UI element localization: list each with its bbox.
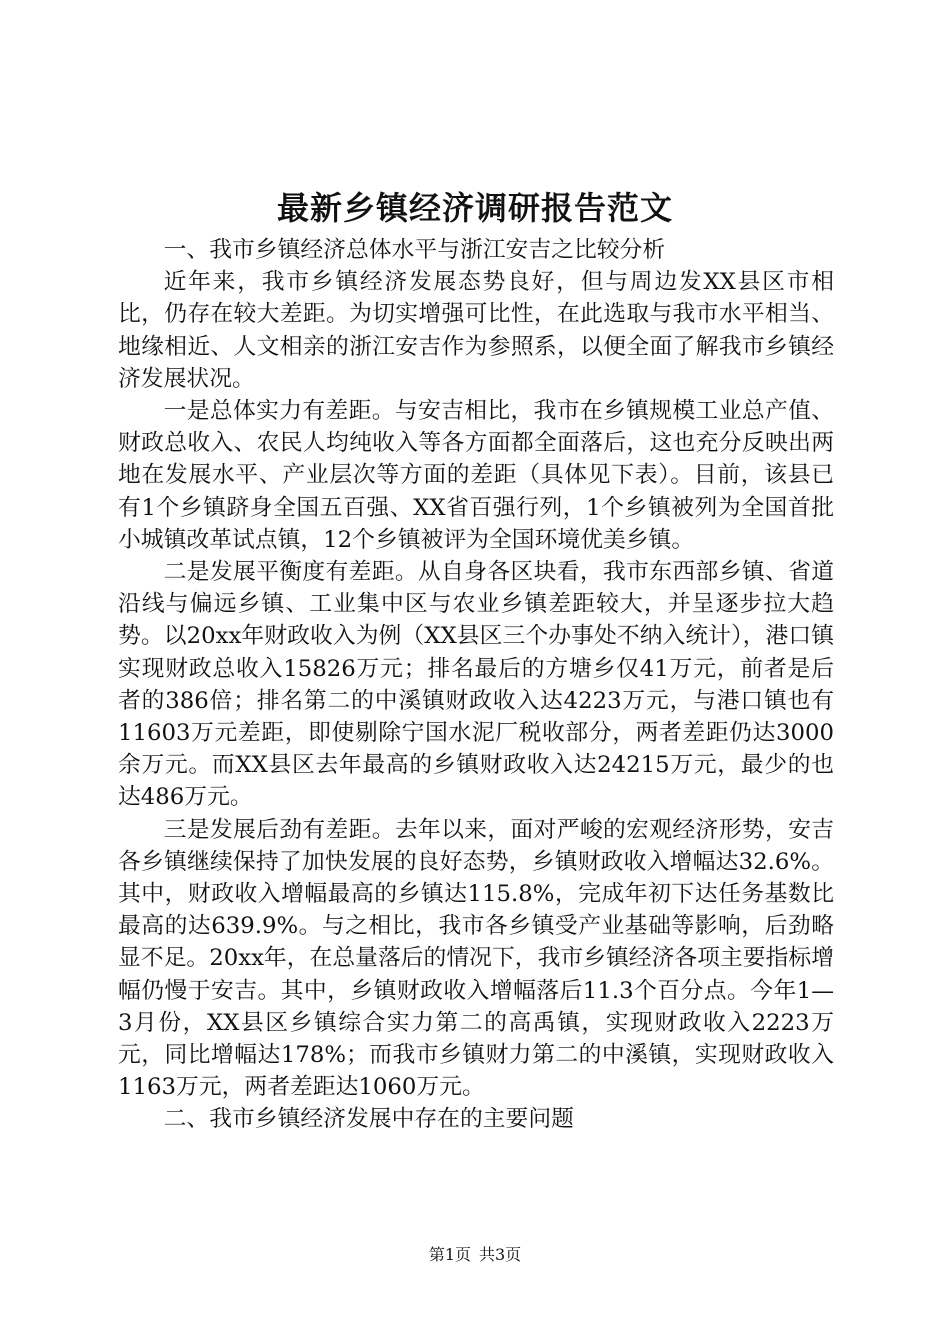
page-number: 第1页 bbox=[428, 1245, 471, 1264]
section-heading-1: 一、我市乡镇经济总体水平与浙江安吉之比较分析 bbox=[163, 237, 666, 263]
page-total: 共3页 bbox=[479, 1245, 522, 1264]
document-body bbox=[118, 234, 834, 1136]
page-footer bbox=[0, 1243, 950, 1267]
paragraph-intro: 近年来，我市乡镇经济发展态势良好，但与周边发XX县区市相比，仍存在较大差距。为切实增强可比性，在此选取与我市水平相当、地缘相近、人文相亲的浙江安吉作为参照系，以便全面了解我市乡镇经济发展状况。 bbox=[118, 269, 834, 392]
paragraph-overall-strength: 一是总体实力有差距。与安吉相比，我市在乡镇规模工业总产值、财政总收入、农民人均纯收入等各方面都全面落后，这也充分反映出两地在发展水平、产业层次等方面的差距（具体见下表）。目前，该县已有1个乡镇跻身全国五百强、XX省百强行列，1个乡镇被列为全国首批小城镇改革试点镇，12个乡镇被评为全国环境优美乡镇。 bbox=[118, 398, 834, 553]
document-title: 最新乡镇经济调研报告范文 bbox=[276, 189, 673, 227]
paragraph-momentum: 三是发展后劲有差距。去年以来，面对严峻的宏观经济形势，安吉各乡镇继续保持了加快发展的良好态势，乡镇财政收入增幅达32.6%。其中，财政收入增幅最高的乡镇达115.8%，完成年初下达任务基数比最高的达639.9%。与之相比，我市各乡镇受产业基础等影响，后劲略显不足。20xx年，在总量落后的情况下，我市乡镇经济各项主要指标增幅仍慢于安吉。其中，乡镇财政收入增幅落后11.3个百分点。今年1—3月份，XX县区乡镇综合实力第二的高禹镇，实现财政收入2223万元，同比增幅达178%；而我市乡镇财力第二的中溪镇，实现财政收入1163万元，两者差距达1060万元。 bbox=[118, 816, 834, 1101]
section-heading-2: 二、我市乡镇经济发展中存在的主要问题 bbox=[163, 1106, 574, 1133]
paragraph-balance: 二是发展平衡度有差距。从自身各区块看，我市东西部乡镇、省道沿线与偏远乡镇、工业集中区与农业乡镇差距较大，并呈逐步拉大趋势。以20xx年财政收入为例（XX县区三个办事处不纳入统计），港口镇实现财政总收入15826万元；排名最后的方塘乡仅41万元，前者是后者的386倍；排名第二的中溪镇财政收入达4223万元，与港口镇也有11603万元差距，即使剔除宁国水泥厂税收部分，两者差距仍达3000余万元。而XX县区去年最高的乡镇财政收入达24215万元，最少的也达486万元。 bbox=[118, 559, 834, 811]
